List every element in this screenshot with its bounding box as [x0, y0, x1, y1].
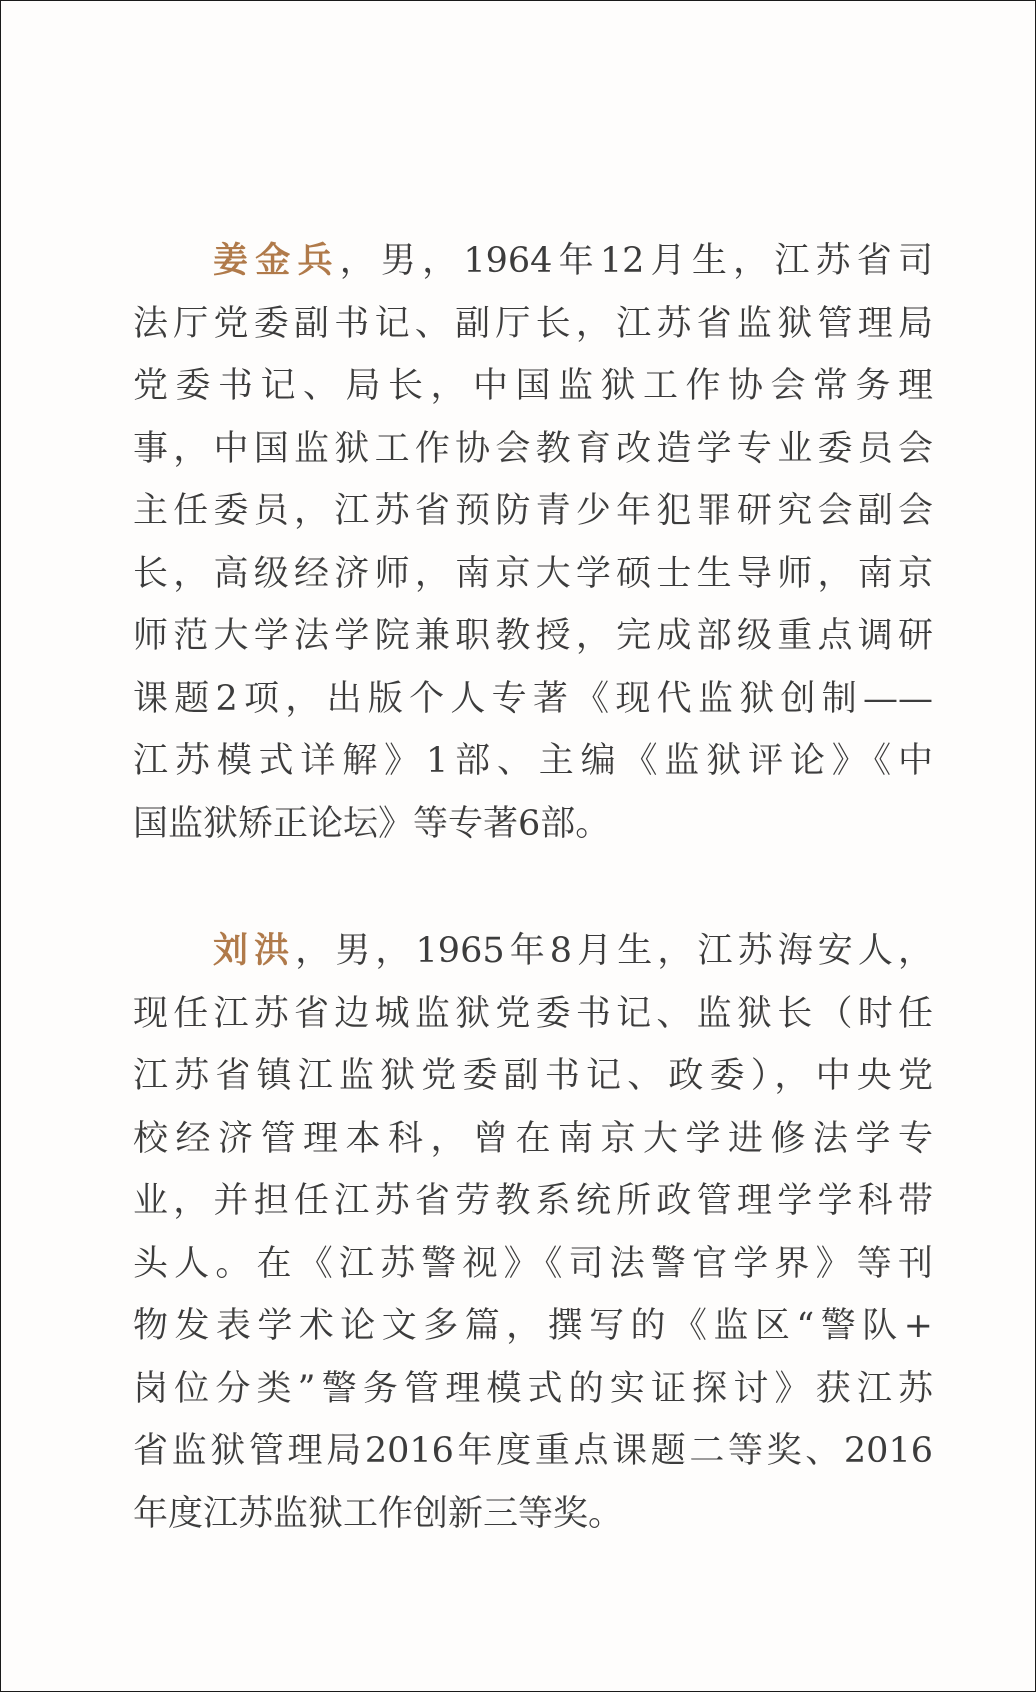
bio-line: 校经济管理本科，曾在南京大学进修法学专 — [133, 1118, 933, 1159]
bio-line: 江苏省镇江监狱党委副书记、政委），中央党 — [133, 1056, 933, 1096]
bio-line: 业，并担任江苏省劳教系统所政管理学学科带 — [133, 1181, 933, 1221]
bio-line: 物发表学术论文多篇，撰写的《监区“警队+ — [133, 1306, 933, 1346]
bio-line: 省监狱管理局2016年度重点课题二等奖、2016 — [133, 1431, 933, 1471]
bio-line: 国监狱矫正论坛》等专著6部。 — [133, 803, 611, 844]
bio-line: 姜金兵，男，1964年12月生，江苏省司 — [213, 241, 933, 281]
bio-line: 主任委员，江苏省预防青少年犯罪研究会副会 — [133, 491, 933, 531]
bio-line: 现任江苏省边城监狱党委书记、监狱长（时任 — [133, 993, 933, 1034]
bio-line: 师范大学法学院兼职教授，完成部级重点调研 — [133, 616, 933, 656]
bio-line: 江苏模式详解》1部、主编《监狱评论》《中 — [133, 741, 933, 781]
author-bio-jiang-jinbing — [133, 230, 933, 855]
bio-line: 课题2项，出版个人专著《现代监狱创制—— — [133, 678, 933, 719]
bio-line: 岗位分类”警务管理模式的实证探讨》获江苏 — [133, 1368, 933, 1409]
bio-line: 法厅党委副书记、副厅长，江苏省监狱管理局 — [133, 303, 933, 344]
author-bio-liu-hong — [133, 920, 933, 1545]
bio-line: 刘洪，男，1965年8月生，江苏海安人， — [213, 931, 933, 971]
author-name: 刘洪 — [213, 931, 296, 971]
bio-line: 党委书记、局长，中国监狱工作协会常务理 — [133, 366, 933, 406]
bio-line: 年度江苏监狱工作创新三等奖。 — [133, 1493, 624, 1534]
bio-line: 头人。在《江苏警视》《司法警官学界》等刊 — [133, 1243, 933, 1284]
bio-line: 长，高级经济师，南京大学硕士生导师，南京 — [133, 553, 933, 594]
bio-line: 事，中国监狱工作协会教育改造学专业委员会 — [133, 428, 933, 469]
author-name: 姜金兵 — [213, 241, 340, 281]
